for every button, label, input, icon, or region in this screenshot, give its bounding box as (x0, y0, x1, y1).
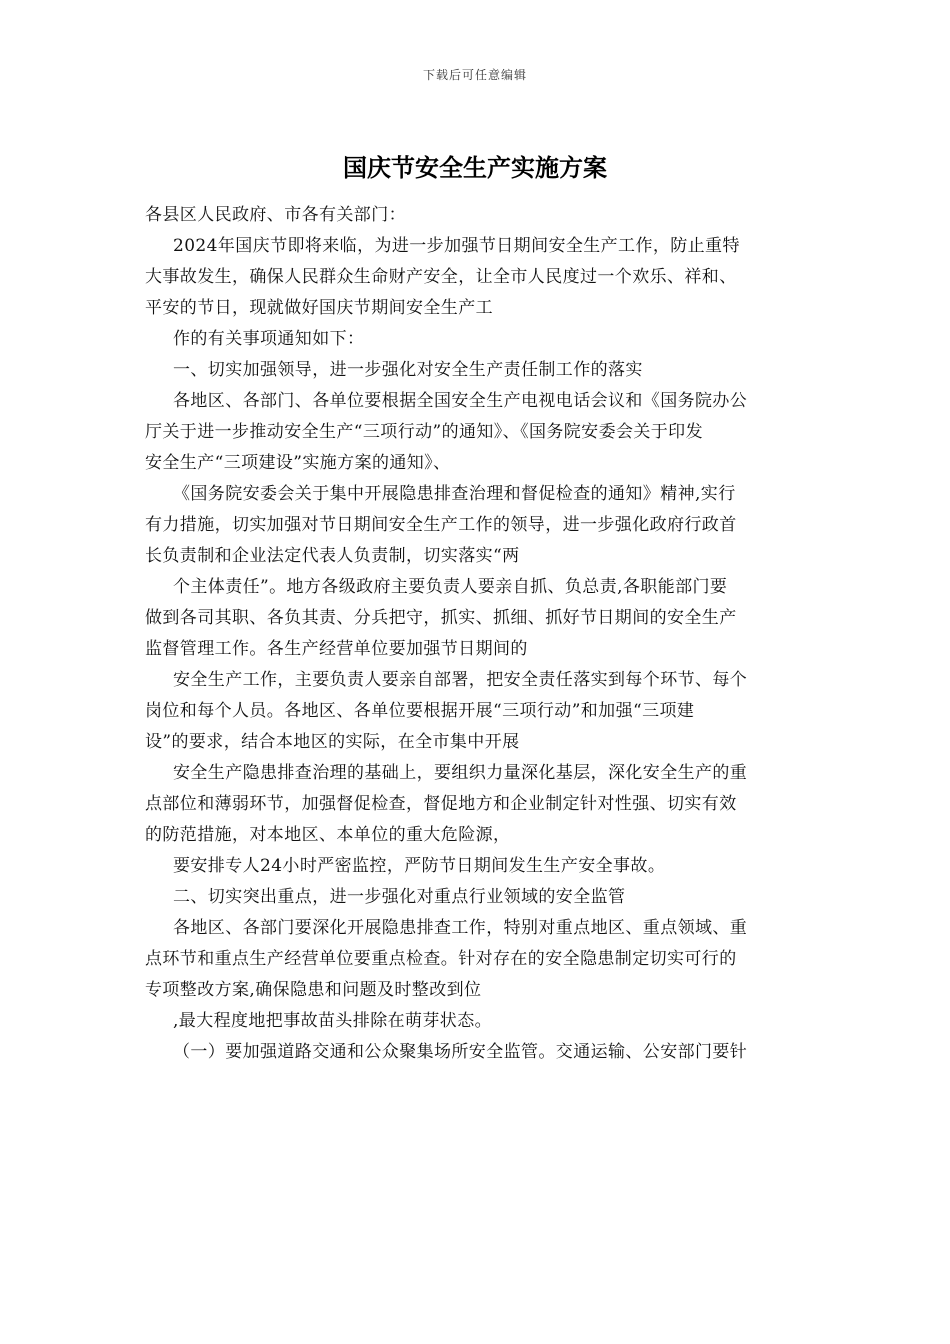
document-body (145, 200, 809, 1068)
body-line: 各地区、各部门要深化开展隐患排查工作，特别对重点地区、重点领域、重 (173, 918, 748, 938)
body-line: （一）要加强道路交通和公众聚集场所安全监管。交通运输、公安部门要针 (173, 1042, 748, 1062)
body-line: 各地区、各部门、各单位要根据全国安全生产电视电话会议和《国务院办公 (173, 391, 748, 411)
body-line: 设”的要求，结合本地区的实际，在全市集中开展 (145, 732, 520, 752)
body-line: 专项整改方案,确保隐患和问题及时整改到位 (145, 980, 482, 1000)
body-line: 二、切实突出重点，进一步强化对重点行业领域的安全监管 (173, 887, 626, 907)
body-line: 监督管理工作。各生产经营单位要加强节日期间的 (145, 639, 528, 659)
body-line: 的防范措施，对本地区、本单位的重大危险源， (145, 825, 511, 845)
body-line: 要安排专人24小时严密监控，严防节日期间发生生产安全事故。 (173, 856, 666, 876)
body-line: 长负责制和企业法定代表人负责制，切实落实“两 (145, 546, 520, 566)
body-line: 点环节和重点生产经营单位要重点检查。针对存在的安全隐患制定切实可行的 (145, 949, 737, 969)
body-line: 《国务院安委会关于集中开展隐患排查治理和督促检查的通知》精神,实行 (173, 484, 736, 504)
body-line: 做到各司其职、各负其责、分兵把守，抓实、抓细、抓好节日期间的安全生产 (145, 608, 737, 628)
body-line: 安全生产隐患排查治理的基础上，要组织力量深化基层，深化安全生产的重 (173, 763, 748, 783)
body-line: 厅关于进一步推动安全生产“三项行动”的通知》、《国务院安委会关于印发 (145, 422, 703, 442)
body-line: 有力措施，切实加强对节日期间安全生产工作的领导，进一步强化政府行政首 (145, 515, 737, 535)
body-line: 岗位和每个人员。各地区、各单位要根据开展“三项行动”和加强“三项建 (145, 701, 695, 721)
document-title: 国庆节安全生产实施方案 (343, 153, 607, 182)
body-line: 平安的节日，现就做好国庆节期间安全生产工 (145, 298, 493, 318)
body-line: 安全生产工作，主要负责人要亲自部署，把安全责任落实到每个环节、每个 (173, 670, 748, 690)
body-line: 安全生产“三项建设”实施方案的通知》、 (145, 453, 451, 473)
body-line: 作的有关事项通知如下： (173, 329, 365, 349)
body-line: 2024年国庆节即将来临，为进一步加强节日期间安全生产工作，防止重特 (173, 236, 740, 256)
body-line: 一、切实加强领导，进一步强化对安全生产责任制工作的落实 (173, 360, 643, 380)
body-line: 大事故发生，确保人民群众生命财产安全，让全市人民度过一个欢乐、祥和、 (145, 267, 737, 287)
body-line: ,最大程度地把事故苗头排除在萌芽状态。 (173, 1011, 493, 1031)
body-line: 点部位和薄弱环节，加强督促检查，督促地方和企业制定针对性强、切实有效 (145, 794, 737, 814)
body-line: 各县区人民政府、市各有关部门： (145, 205, 406, 225)
body-line: 个主体责任”。地方各级政府主要负责人要亲自抓、负总责,各职能部门要 (173, 577, 728, 597)
header-note: 下载后可任意编辑 (422, 68, 527, 82)
